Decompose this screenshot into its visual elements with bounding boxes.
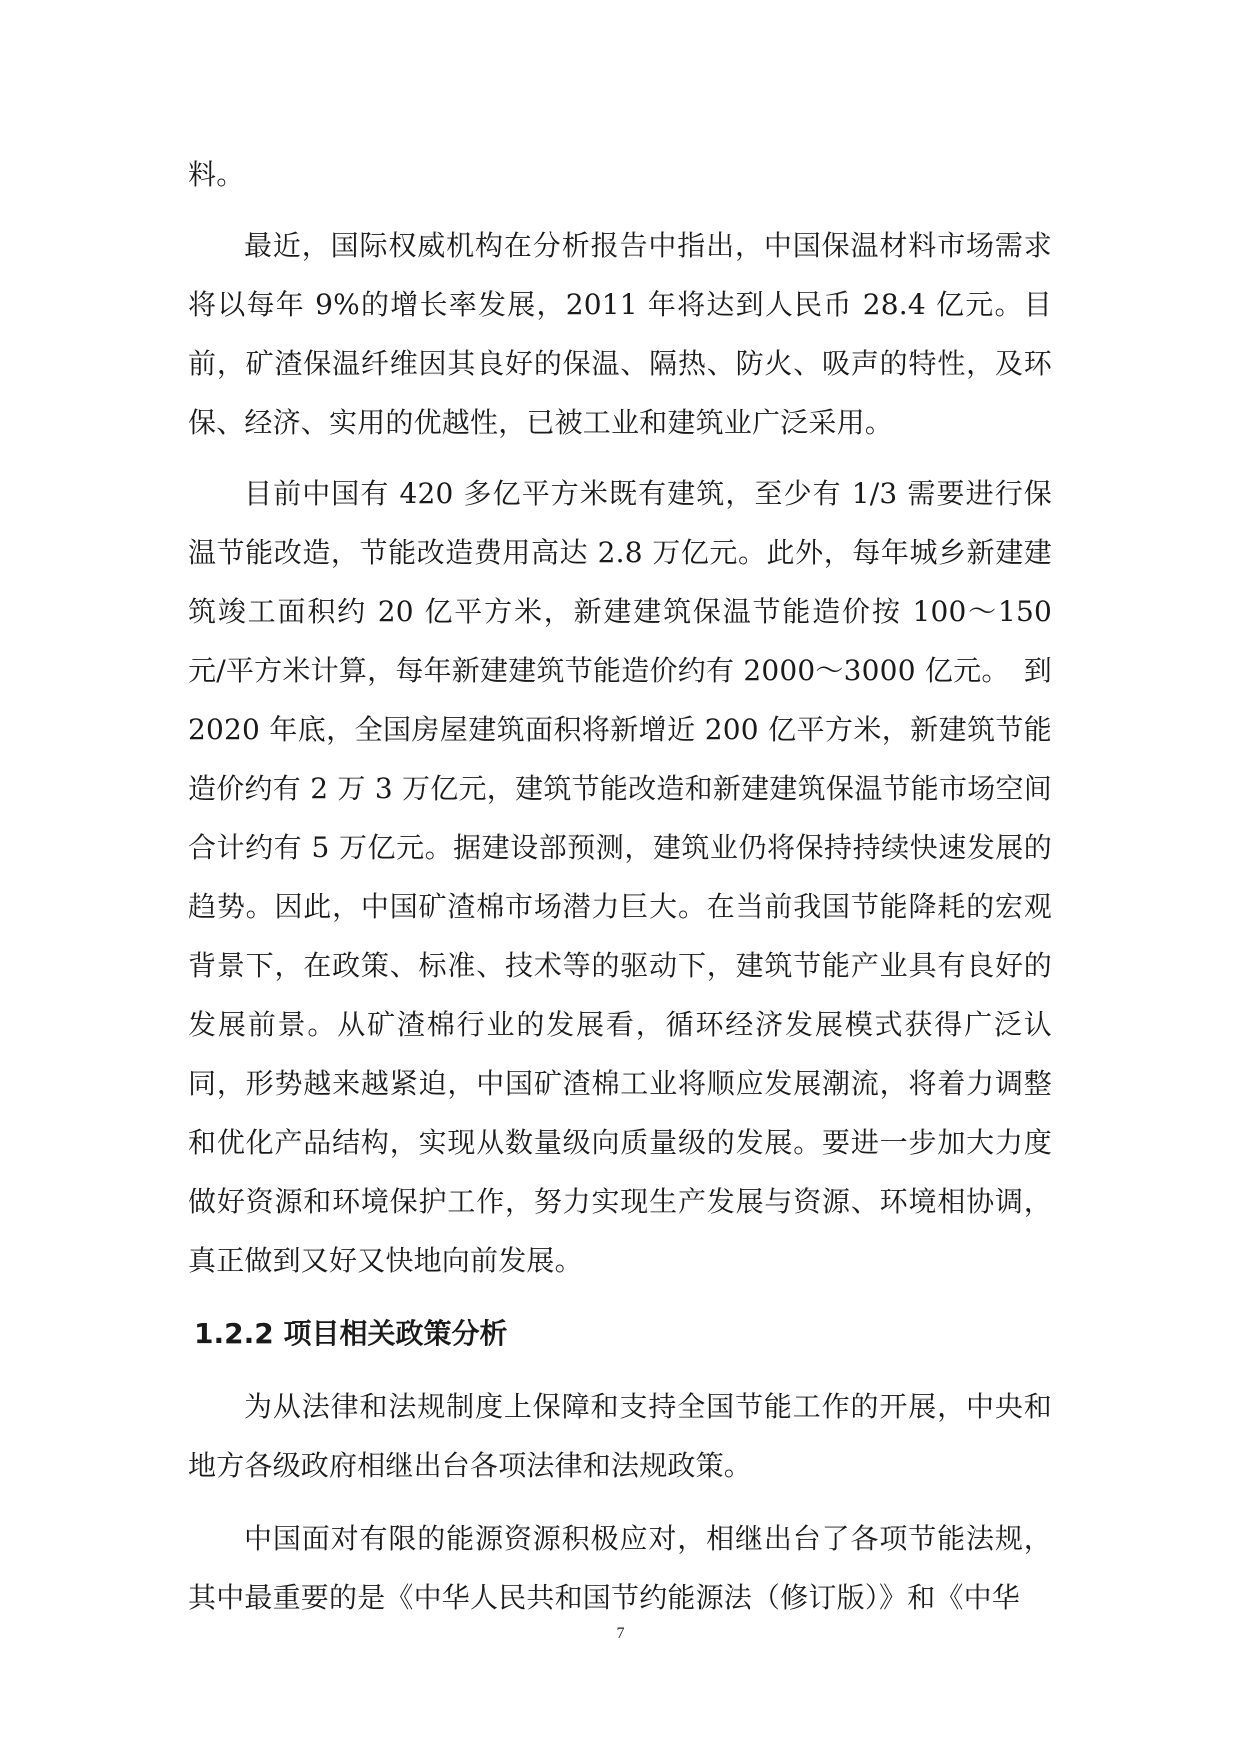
- paragraph-policy-intro: 为从法律和法规制度上保障和支持全国节能工作的开展，中央和地方各级政府相继出台各项法律和法规政策。: [188, 1390, 1052, 1482]
- section-heading: 1.2.2 项目相关政策分析: [194, 1317, 508, 1350]
- paragraph-market-demand: 最近，国际权威机构在分析报告中指出，中国保温材料市场需求将以每年 9%的增长率发展，2011 年将达到人民币 28.4 亿元。目前，矿渣保温纤维因其良好的保温、隔热、防火、吸声的特性，及环保、经济、实用的优越性，已被工业和建筑业广泛采用。: [188, 229, 1052, 439]
- page-number: 7: [616, 1625, 625, 1642]
- paragraph-continuation: 料。: [188, 158, 245, 191]
- document-body: [188, 145, 1052, 1627]
- paragraph-building-energy: 目前中国有 420 多亿平方米既有建筑，至少有 1/3 需要进行保温节能改造，节能改造费用高达 2.8 万亿元。此外，每年城乡新建建筑竣工面积约 20 亿平方米，新建建筑保温节能造价按 100～150 元/平方米计算，每年新建建筑节能造价约有 2000～3000 亿元。 到 2020 年底，全国房屋建筑面积将新增近 200 亿平方米，新建筑节能造价约有 2 万 3 万亿元，建筑节能改造和新建建筑保温节能市场空间合计约有 5 万亿元。据建设部预测，建筑业仍将保持持续快速发展的趋势。因此，中国矿渣棉市场潜力巨大。在当前我国节能降耗的宏观背景下，在政策、标准、技术等的驱动下，建筑节能产业具有良好的发展前景。从矿渣棉行业的发展看，循环经济发展模式获得广泛认同，形势越来越紧迫，中国矿渣棉工业将顺应发展潮流，将着力调整和优化产品结构，实现从数量级向质量级的发展。要进一步加大力度做好资源和环境保护工作，努力实现生产发展与资源、环境相协调，真正做到又好又快地向前发展。: [188, 477, 1052, 1277]
- paragraph-energy-law: 中国面对有限的能源资源积极应对，相继出台了各项节能法规，其中最重要的是《中华人民共和国节约能源法（修订版）》和《中华: [188, 1522, 1052, 1614]
